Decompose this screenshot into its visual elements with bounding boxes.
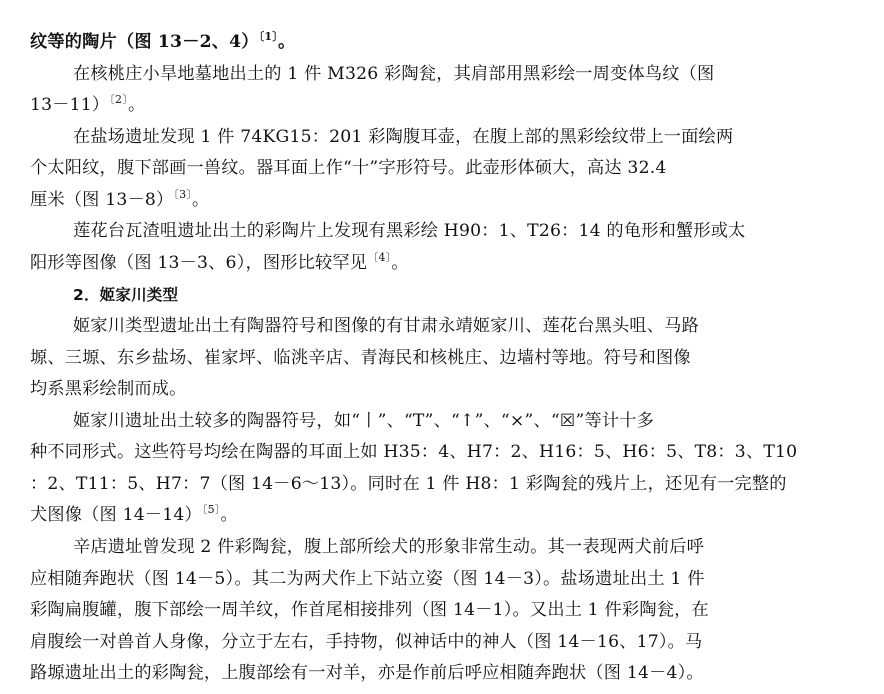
paragraph-line <box>73 314 699 338</box>
paragraph-line <box>30 661 704 685</box>
section-heading: 2．姬家川类型 <box>73 286 179 304</box>
line-text: 厘米（图 13－8） <box>30 190 174 210</box>
paragraph-line <box>30 440 797 464</box>
line-text: 犬图像（图 14－14） <box>30 505 202 525</box>
line-text: 种不同形式。这些符号均绘在陶器的耳面上如 H35：4、H7：2、H16：5、H6：5、T8：3、T10 <box>30 442 798 462</box>
line-text: 姬家川类型遗址出土有陶器符号和图像的有甘肃永靖姬家川、莲花台黑头咀、马路 <box>73 316 699 336</box>
footnote-ref: 〔3〕 <box>173 188 193 201</box>
line-text: 辛店遗址曾发现 2 件彩陶瓮，腹上部所绘犬的形象非常生动。其一表现两犬前后呼 <box>73 537 705 557</box>
paragraph-line <box>73 62 714 86</box>
line-text: 13－11） <box>30 95 110 115</box>
line-text: 个太阳纹，腹下部画一兽纹。器耳面上作“十”字形符号。此壶形体硕大，高达 32.4 <box>30 158 667 178</box>
paragraph-line <box>73 409 654 433</box>
line-text: 阳形等图像（图 13－3、6），图形比较罕见 <box>30 253 368 273</box>
paragraph-line <box>73 535 704 559</box>
paragraph-line <box>30 30 295 54</box>
paragraph-line <box>30 188 209 212</box>
footnote-ref: 〔2〕 <box>109 93 128 106</box>
line-text: 应相随奔跑状（图 14－5）。其二为两犬作上下站立姿（图 14－3）。盐场遗址出土 1 件 <box>30 569 705 589</box>
line-text: 在核桃庄小旱地墓地出土的 1 件 M326 彩陶瓮，其肩部用黑彩绘一周变体鸟纹（图 <box>73 64 715 84</box>
paragraph-line <box>30 567 705 591</box>
line-text: 纹等的陶片（图 13－2、4） <box>30 32 259 52</box>
line-text: 塬、三塬、东乡盐场、崔家坪、临洮辛店、青海民和核桃庄、边墙村等地。符号和图像 <box>30 348 691 368</box>
line-text: ：2、T11：5、H7：7（图 14－6～13）。同时在 1 件 H8：1 彩陶瓮的残片上，还见有一完整的 <box>30 474 787 494</box>
line-text: 肩腹绘一对兽首人身像，分立于左右，手持物，似神话中的神人（图 14－16、17）。马 <box>30 632 703 652</box>
paragraph-line <box>30 377 187 401</box>
footnote-ref: 〔4〕 <box>367 251 392 264</box>
line-text: 均系黑彩绘制而成。 <box>30 379 187 399</box>
line-text: 莲花台瓦渣咀遗址出土的彩陶片上发现有黑彩绘 H90：1、T26：14 的龟形和蟹形或太 <box>73 221 746 241</box>
paragraph-line <box>30 251 409 275</box>
line-tail: 。 <box>277 32 296 52</box>
line-text: 姬家川遗址出土较多的陶器符号，如“丨”、“T”、“↑”、“×”、“☒”等计十多 <box>73 411 655 431</box>
paragraph-line <box>30 503 238 527</box>
line-tail: 。 <box>192 190 210 210</box>
paragraph-line <box>30 630 702 654</box>
line-text: 路塬遗址出土的彩陶瓮，上腹部绘有一对羊，亦是作前后呼应相随奔跑状（图 14－4）。 <box>30 663 704 683</box>
paragraph-line <box>30 598 709 622</box>
line-tail: 。 <box>220 505 238 525</box>
footnote-ref: 〔5〕 <box>201 503 221 516</box>
line-tail: 。 <box>127 95 146 115</box>
line-text: 彩陶扁腹罐，腹下部绘一周羊纹，作首尾相接排列（图 14－1）。又出土 1 件彩陶瓮，在 <box>30 600 709 620</box>
paragraph-line <box>30 346 691 370</box>
footnote-ref: 〔1〕 <box>258 30 278 43</box>
paragraph-line <box>73 125 733 149</box>
paragraph-line <box>73 219 746 243</box>
paragraph-line <box>30 156 667 180</box>
paragraph-line <box>30 472 787 496</box>
line-text: 在盐场遗址发现 1 件 74KG15：201 彩陶腹耳壶，在腹上部的黑彩绘纹带上一面绘两 <box>73 127 734 147</box>
line-tail: 。 <box>391 253 409 273</box>
paragraph-line <box>30 93 145 117</box>
